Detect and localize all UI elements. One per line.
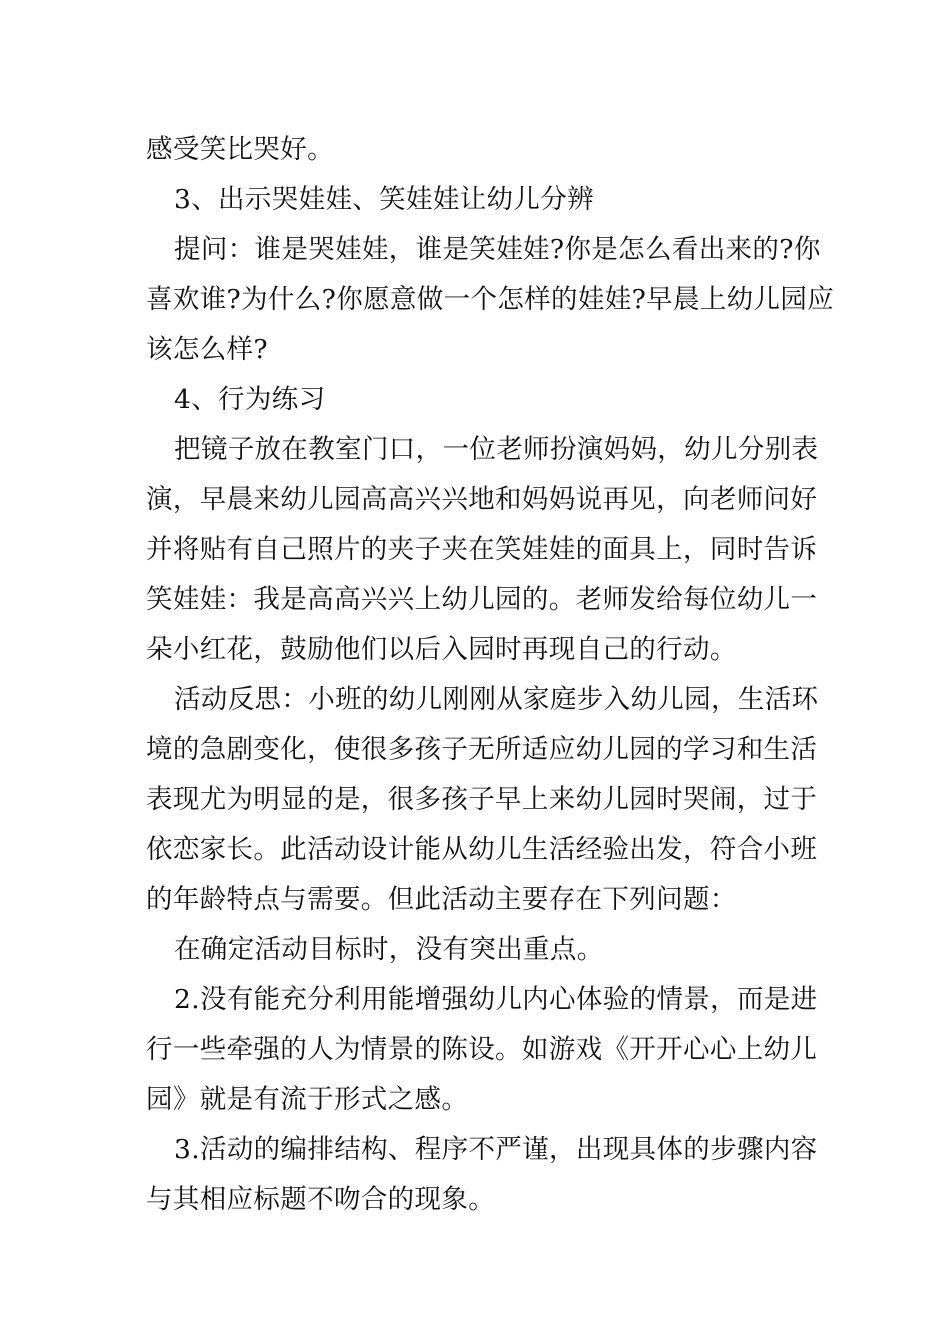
text-line: 与其相应标题不吻合的现象。 [146, 1184, 496, 1215]
text-line: 3.活动的编排结构、程序不严谨，出现具体的步骤内容 [174, 1134, 818, 1165]
text-line: 园》就是有流于形式之感。 [146, 1084, 469, 1115]
text-line: 的年龄特点与需要。但此活动主要存在下列问题： [146, 884, 737, 915]
text-line: 感受笑比哭好。 [146, 134, 334, 165]
text-line: 喜欢谁?为什么?你愿意做一个怎样的娃娃?早晨上幼儿园应 [146, 284, 835, 315]
text-line: 并将贴有自己照片的夹子夹在笑娃娃的面具上，同时告诉 [146, 534, 818, 565]
text-line: 提问：谁是哭娃娃，谁是笑娃娃?你是怎么看出来的?你 [174, 234, 821, 265]
text-line: 3、出示哭娃娃、笑娃娃让幼儿分辨 [174, 184, 594, 215]
text-line: 4、行为练习 [174, 384, 326, 415]
text-line: 依恋家长。此活动设计能从幼儿生活经验出发，符合小班 [146, 834, 818, 865]
text-line: 朵小红花，鼓励他们以后入园时再现自己的行动。 [146, 634, 737, 665]
text-line: 该怎么样? [146, 334, 268, 365]
text-line: 在确定活动目标时，没有突出重点。 [174, 934, 604, 965]
text-line: 表现尤为明显的是，很多孩子早上来幼儿园时哭闹，过于 [146, 784, 818, 815]
text-line: 境的急剧变化，使很多孩子无所适应幼儿园的学习和生活 [146, 734, 818, 765]
text-line: 把镜子放在教室门口，一位老师扮演妈妈，幼儿分别表 [174, 434, 819, 465]
text-line: 演，早晨来幼儿园高高兴兴地和妈妈说再见，向老师问好 [146, 484, 818, 515]
text-line: 笑娃娃：我是高高兴兴上幼儿园的。老师发给每位幼儿一 [146, 584, 818, 615]
text-line: 行一些牵强的人为情景的陈设。如游戏《开开心心上幼儿 [146, 1034, 818, 1065]
text-line: 2.没有能充分利用能增强幼儿内心体验的情景，而是进 [174, 984, 818, 1015]
text-line: 活动反思：小班的幼儿刚刚从家庭步入幼儿园，生活环 [174, 684, 819, 715]
